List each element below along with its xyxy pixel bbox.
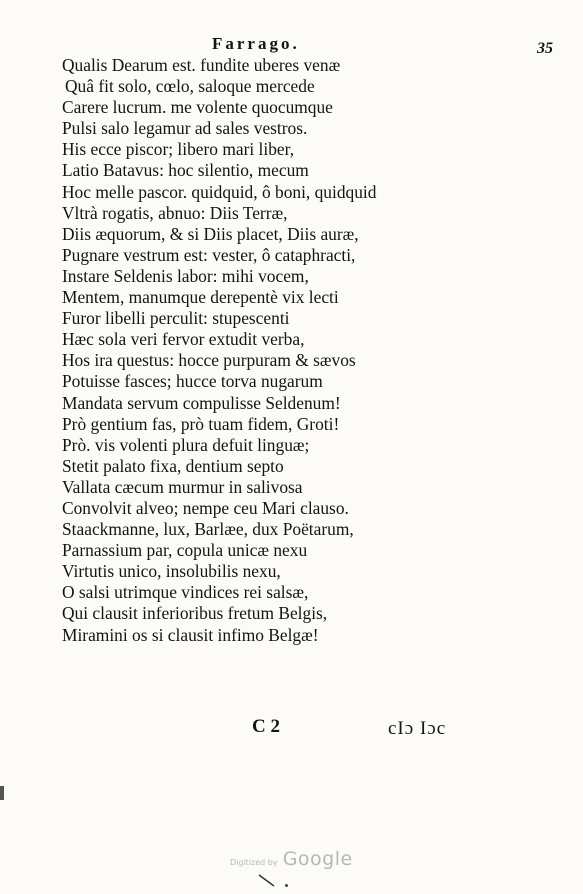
verse-line: Hæc sola veri fervor extudit verba, [62, 329, 305, 350]
verse-line: Hos ira questus: hocce purpuram & sævos [62, 350, 356, 371]
verse-line: Mentem, manumque derepentè vix lecti [62, 287, 339, 308]
verse-line: Pugnare vestrum est: vester, ô cataphracti, [62, 244, 356, 265]
verse-line: Vallata cæcum murmur in salivosa [62, 476, 303, 497]
verse-line: Potuisse fasces; hucce torva nugarum [62, 371, 323, 392]
signature-mark: C 2 [252, 716, 280, 737]
verse-line: Diis æquorum, & si Diis placet, Diis auræ, [62, 223, 359, 244]
imprint-date: cIɔ Iɔc [388, 718, 447, 739]
verse-line: Staackmanne, lux, Barlæe, dux Poëtarum, [62, 519, 354, 540]
verse-line: Pulsi salo legamur ad sales vestros. [62, 118, 308, 139]
verse-line: Hoc melle pascor. quidquid, ô boni, quidquid [62, 181, 377, 202]
verse-line: Instare Seldenis labor: mihi vocem, [62, 265, 309, 286]
scan-artifact-stroke [258, 874, 278, 888]
verse-line: Prò. vis volenti plura defuit linguæ; [62, 434, 310, 455]
verse-line: Vltrà rogatis, abnuo: Diis Terræ, [62, 202, 288, 223]
verse-line: Qualis Dearum est. fundite uberes venæ [62, 55, 341, 75]
verse-line: Virtutis unico, insolubilis nexu, [62, 561, 281, 582]
verse-line: Mandata servum compulisse Seldenum! [62, 392, 341, 413]
digitization-watermark [230, 848, 353, 870]
verse-block [62, 55, 376, 646]
running-title: Farrago. [212, 34, 300, 53]
verse-line: Qui clausit inferioribus fretum Belgis, [62, 603, 328, 624]
verse-line: Quâ fit solo, cœlo, saloque mercede [65, 76, 315, 97]
verse-line: Convolvit alveo; nempe ceu Mari clauso. [62, 497, 349, 518]
verse-line: Parnassium par, copula unicæ nexu [62, 540, 308, 561]
page-number: 35 [537, 40, 553, 57]
verse-line: His ecce piscor; libero mari liber, [62, 139, 295, 160]
margin-mark [0, 786, 4, 800]
verse-line: Latio Batavus: hoc silentio, mecum [62, 160, 309, 181]
verse-line: Miramini os si clausit infimo Belgæ! [62, 624, 319, 645]
watermark-brand: Google [282, 848, 353, 870]
verse-line: Stetit palato fixa, dentium septo [62, 455, 284, 476]
verse-line: Prò gentium fas, prò tuam fidem, Groti! [62, 413, 340, 434]
watermark-prefix: Digitized by [230, 858, 278, 867]
scan-artifact-dot [285, 884, 288, 887]
verse-line: Carere lucrum. me volente quocumque [62, 97, 333, 118]
verse-line: O salsi utrimque vindices rei salsæ, [62, 582, 309, 603]
verse-line: Furor libelli perculit: stupescenti [62, 308, 290, 329]
